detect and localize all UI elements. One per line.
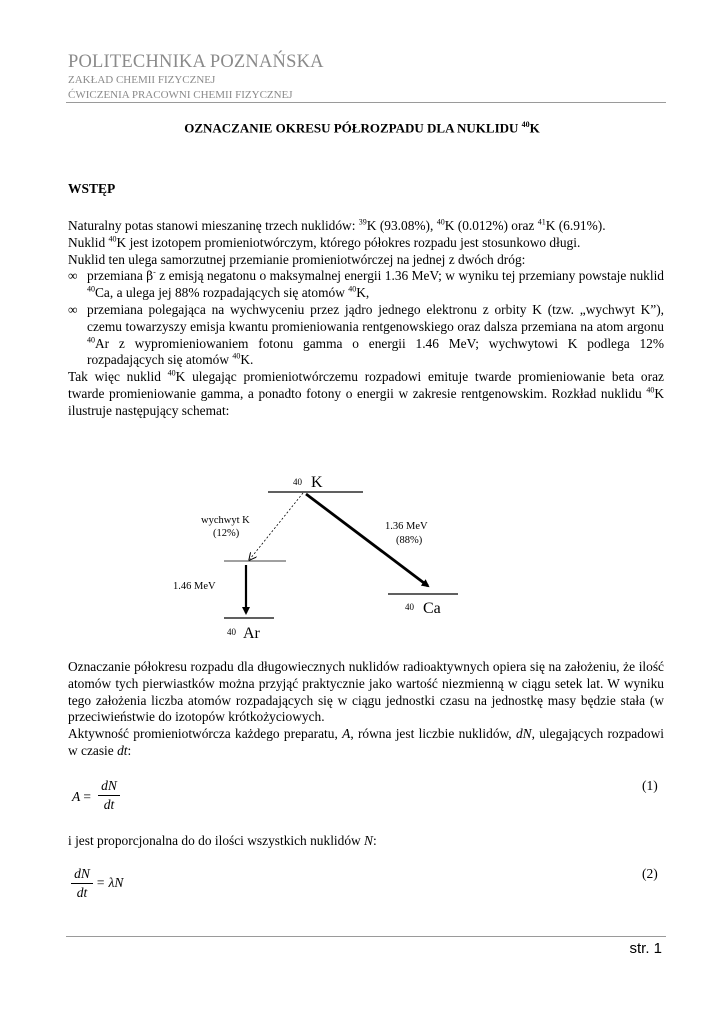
- header-department: ZAKŁAD CHEMII FIZYCZNEJ: [68, 74, 216, 86]
- infinity-bullet-icon: ∞: [68, 301, 78, 317]
- capture-label: wychwyt K: [201, 515, 250, 526]
- footer-rule: [66, 936, 666, 937]
- equation-1-fraction: dN dt: [98, 778, 120, 813]
- intro-line-3: Nuklid ten ulega samorzutnej przemianie promieniotwórczej na jednej z dwóch dróg:: [68, 251, 526, 267]
- infinity-bullet-icon: ∞: [68, 268, 78, 284]
- ca-symbol: Ca: [423, 600, 441, 617]
- header-rule: [66, 102, 666, 103]
- k-symbol: K: [311, 474, 323, 491]
- capture-percent: (12%): [213, 528, 240, 539]
- intro-line-1: Naturalny potas stanowi mieszaninę trzech nuklidów: $^{39}$K (93.08%), $^{40}$K (0.012%) oraz $^{41}$K (6.91%).: [68, 217, 606, 233]
- gamma-energy-label: 1.46 MeV: [173, 581, 216, 592]
- list-item: ∞ przemiana polegająca na wychwyceniu przez jądro jednego elektronu z orbity K (tzw. „wychwyt K”), czemu towarzyszy emisja kwantu promieniowania rentgenowskiego oraz dalsza przemiana na atom argonu $^{40}$Ar z wypromieniowaniem fotonu gamma o energii 1.46 MeV; wychwytowi K podlega 12% rozpadających się atomów $^{40}$K.: [68, 301, 664, 368]
- list-item: ∞ przemiana β- z emisją negatonu o maksymalnej energii 1.36 MeV; w wyniku tej przemiany powstaje nuklid $^{40}$Ca, a ulega jej 88% rozpadających się atomów $^{40}$K,: [68, 267, 664, 301]
- proportional-text: i jest proporcjonalna do do ilości wszystkich nuklidów N:: [68, 833, 377, 848]
- summary-paragraph: Tak więc nuklid $^{40}$K ulegając promieniotwórczemu rozpadowi emituje twarde promieniowanie beta oraz twarde promieniowanie gamma, a ponadto fotony o energii w zakresie rentgenowskim. Rozkład nuklidu $^{40}$K ilustruje następujący schemat:: [68, 368, 664, 418]
- k-mass-label: 40: [293, 477, 302, 487]
- equation-1-number: (1): [642, 778, 658, 793]
- document-title: OZNACZANIE OKRESU PÓŁROZPADU DLA NUKLIDU $^{40}$K: [184, 120, 540, 136]
- equation-1-lhs: A =: [72, 789, 92, 804]
- capture-arrow: [250, 493, 303, 559]
- beta-percent: (88%): [396, 535, 423, 546]
- intro-paragraph: [68, 218, 664, 420]
- beta-energy-label: 1.36 MeV: [385, 521, 428, 532]
- intro-line-2: Nuklid $^{40}$K jest izotopem promieniotwórczym, którego półokres rozpadu jest stosunkowo długi.: [68, 234, 581, 250]
- activity-paragraph: Aktywność promieniotwórcza każdego preparatu, A, równa jest liczbie nuklidów, dN, ulegających rozpadowi w czasie dt:: [68, 726, 664, 758]
- ar-mass-label: 40: [227, 627, 236, 637]
- halflife-paragraph: Oznaczanie półokresu rozpadu dla długowiecznych nuklidów radioaktywnych opiera się na założeniu, że ilość atomów tych pierwiastków można przyjąć praktycznie jako wartość niezmienną w ciągu setek lat. W wyniku tego założenia liczba atomów rozpadających się w ciągu jednostki czasu na jednostkę masy będzie stała (w przeciwieństwie do izotopów krótkożyciowych.: [68, 659, 664, 725]
- equation-2-number: (2): [642, 866, 658, 881]
- ar-symbol: Ar: [243, 625, 260, 642]
- body-paragraph: [68, 659, 664, 760]
- section-heading: WSTĘP: [68, 181, 116, 196]
- header-university: POLITECHNIKA POZNAŃSKA: [68, 52, 324, 72]
- page-number: str. 1: [629, 940, 662, 957]
- equation-2-rhs: = λN: [96, 875, 124, 890]
- equation-2-fraction: dN dt: [71, 866, 93, 901]
- decay-scheme-diagram: [0, 455, 724, 655]
- ca-mass-label: 40: [405, 602, 414, 612]
- header-lab: ĆWICZENIA PRACOWNI CHEMII FIZYCZNEJ: [68, 89, 293, 101]
